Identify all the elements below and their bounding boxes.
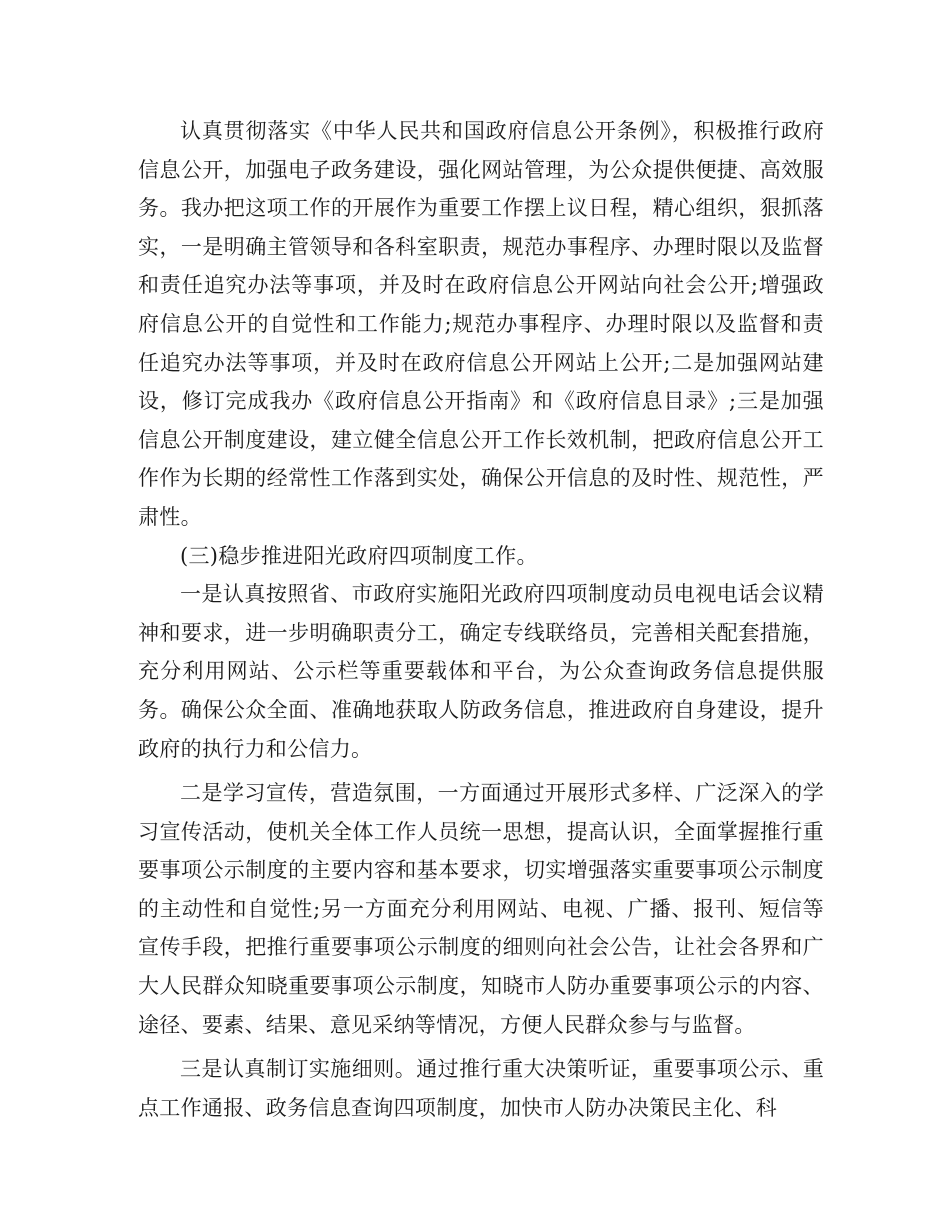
paragraph-point-one: 一是认真按照省、市政府实施阳光政府四项制度动员电视电话会议精神和要求，进一步明确职责分工，确定专线联络员，完善相关配套措施，充分利用网站、公示栏等重要载体和平台，为公众查询政务信息提供服务。确保公众全面、准确地获取人防政务信息，推进政府自身建设，提升政府的执行力和公信力。 <box>138 582 824 761</box>
paragraph-information-disclosure: 认真贯彻落实《中华人民共和国政府信息公开条例》，积极推行政府信息公开，加强电子政务建设，强化网站管理，为公众提供便捷、高效服务。我办把这项工作的开展作为重要工作摆上议日程，精心组织，狠抓落实，一是明确主管领导和各科室职责，规范办事程序、办理时限以及监督和责任追究办法等事项，并及时在政府信息公开网站向社会公开;增强政府信息公开的自觉性和工作能力;规范办事程序、办理时限以及监督和责任追究办法等事项，并及时在政府信息公开网站上公开;二是加强网站建设，修订完成我办《政府信息公开指南》和《政府信息目录》;三是加强信息公开制度建设，建立健全信息公开工作长效机制，把政府信息公开工作作为长期的经常性工作落到实处，确保公开信息的及时性、规范性，严肃性。 <box>138 119 824 529</box>
section-heading-sunshine-government: (三)稳步推进阳光政府四项制度工作。 <box>180 543 538 568</box>
paragraph-point-two: 二是学习宣传，营造氛围，一方面通过开展形式多样、广泛深入的学习宣传活动，使机关全体工作人员统一思想，提高认识，全面掌握推行重要事项公示制度的主要内容和基本要求，切实增强落实重要事项公示制度的主动性和自觉性;另一方面充分利用网站、电视、广播、报刊、短信等宣传手段，把推行重要事项公示制度的细则向社会公告，让社会各界和广大人民群众知晓重要事项公示制度，知晓市人防办重要事项公示的内容、途径、要素、结果、意见采纳等情况，方便人民群众参与与监督。 <box>138 781 824 1037</box>
document-body <box>138 112 824 1127</box>
paragraph-point-three: 三是认真制订实施细则。通过推行重大决策听证，重要事项公示、重点工作通报、政务信息查询四项制度，加快市人防办决策民主化、科 <box>138 1057 824 1120</box>
